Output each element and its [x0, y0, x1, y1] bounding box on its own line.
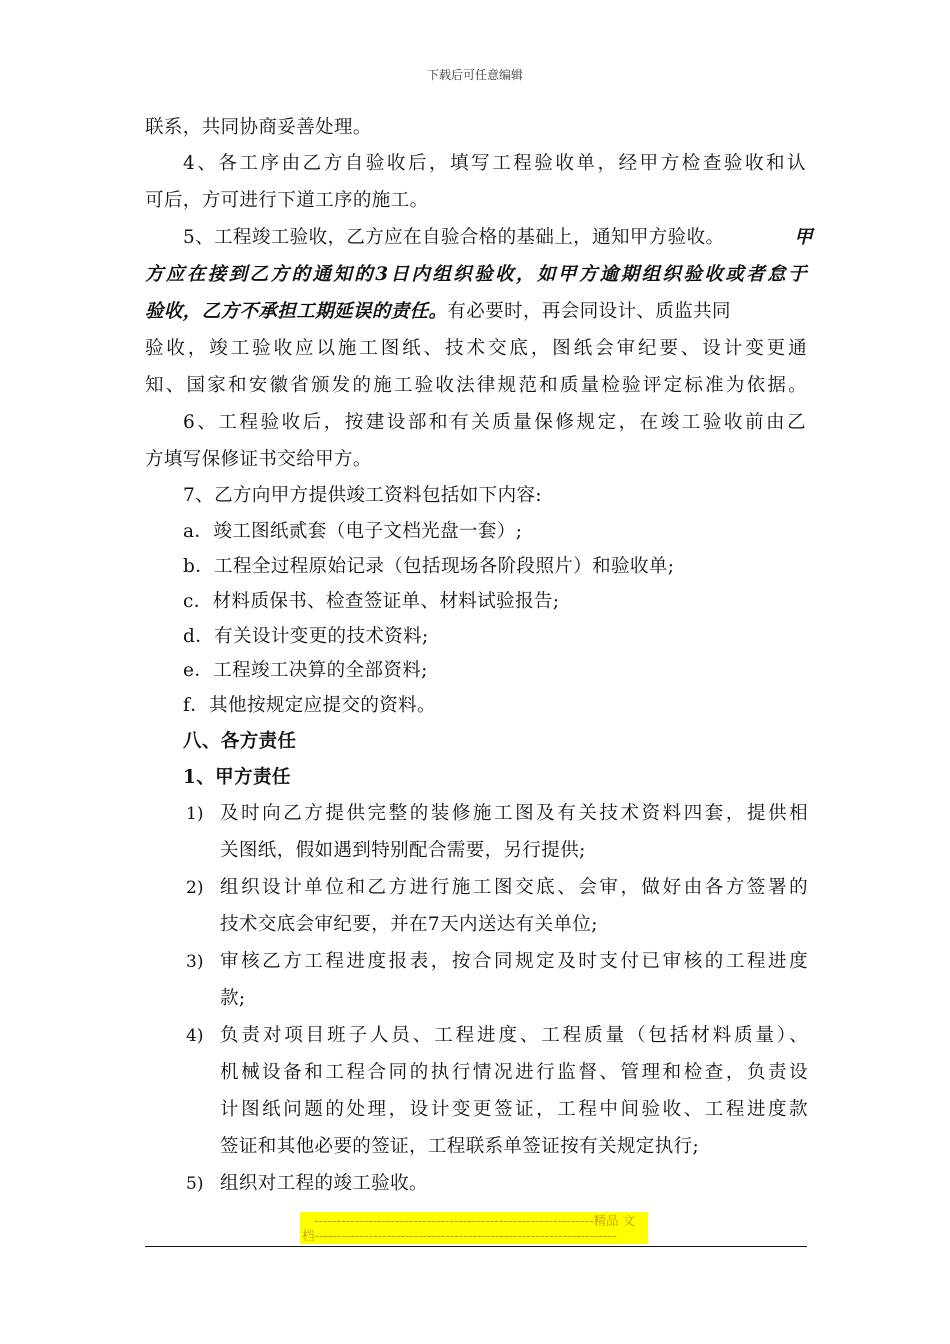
list-item-line: 组织设计单位和乙方进行施工图交底、会审，做好由各方签署的 [220, 877, 808, 898]
list-item-line: 签证和其他必要的签证，工程联系单签证按有关规定执行; [220, 1136, 700, 1157]
section-heading: 八、各方责任 [183, 731, 297, 752]
text-line: 7、乙方向甲方提供竣工资料包括如下内容: [183, 485, 543, 506]
item-number: 5) [186, 1174, 204, 1194]
emphasis-line: 方应在接到乙方的通知的3日内组织验收，如甲方逾期组织验收或者怠于 [145, 264, 807, 285]
list-item: a．竣工图纸贰套（电子文档光盘一套）; [183, 521, 523, 542]
subsection-heading: 1、甲方责任 [183, 767, 291, 788]
list-item: c．材料质保书、检查签证单、材料试验报告; [183, 591, 560, 612]
footer-text: 档------------------------------------------------------------------- [302, 1228, 617, 1243]
footer-text: --------------------------------------------------------------精品 文 [314, 1213, 636, 1228]
footer-watermark [300, 1212, 648, 1244]
text-line: 6、工程验收后，按建设部和有关质量保修规定，在竣工验收前由乙 [183, 412, 806, 433]
text-line [145, 294, 807, 330]
text-line: 知、国家和安徽省颁发的施工验收法律规范和质量检验评定标准为依据。 [145, 375, 807, 396]
page-header: 下载后可任意编辑 [426, 68, 523, 82]
list-item-line: 负责对项目班子人员、工程进度、工程质量（包括材料质量）、 [220, 1025, 808, 1046]
item-number: 1) [186, 804, 204, 824]
footer-divider [145, 1246, 807, 1247]
list-item-line: 技术交底会审纪要，并在7天内送达有关单位; [220, 914, 598, 935]
list-item-line: 关图纸，假如遇到特别配合需要，另行提供; [220, 840, 586, 861]
list-item: e．工程竣工决算的全部资料; [183, 660, 428, 681]
list-item: f．其他按规定应提交的资料。 [183, 695, 436, 716]
text-line [183, 220, 813, 256]
text-line: 4、各工序由乙方自验收后，填写工程验收单，经甲方检查验收和认 [183, 153, 806, 174]
list-item-line: 组织对工程的竣工验收。 [220, 1173, 428, 1194]
text-line: 方填写保修证书交给甲方。 [145, 449, 372, 470]
text-segment: 5、工程竣工验收，乙方应在自验合格的基础上，通知甲方验收。 [183, 227, 725, 248]
list-item-line: 机械设备和工程合同的执行情况进行监督、管理和检查，负责设 [220, 1062, 808, 1083]
list-item: b．工程全过程原始记录（包括现场各阶段照片）和验收单; [183, 556, 675, 577]
list-item-line: 及时向乙方提供完整的装修施工图及有关技术资料四套，提供相 [220, 803, 808, 824]
text-line: 验收，竣工验收应以施工图纸、技术交底，图纸会审纪要、设计变更通 [145, 338, 807, 359]
item-number: 3) [186, 952, 204, 972]
item-number: 4) [186, 1026, 204, 1046]
text-line: 联系，共同协商妥善处理。 [145, 117, 372, 138]
text-segment: 有必要时，再会同设计、质监共同 [447, 301, 731, 322]
emphasis-text: 验收，乙方不承担工期延误的责任。 [145, 301, 448, 322]
item-number: 2) [186, 878, 204, 898]
list-item: d．有关设计变更的技术资料; [183, 626, 429, 647]
emphasis-text: 甲 [794, 227, 813, 248]
list-item-line: 款; [220, 988, 246, 1009]
list-item-line: 计图纸问题的处理，设计变更签证，工程中间验收、工程进度款 [220, 1099, 808, 1120]
text-line: 可后，方可进行下道工序的施工。 [145, 190, 429, 211]
list-item-line: 审核乙方工程进度报表，按合同规定及时支付已审核的工程进度 [220, 951, 808, 972]
